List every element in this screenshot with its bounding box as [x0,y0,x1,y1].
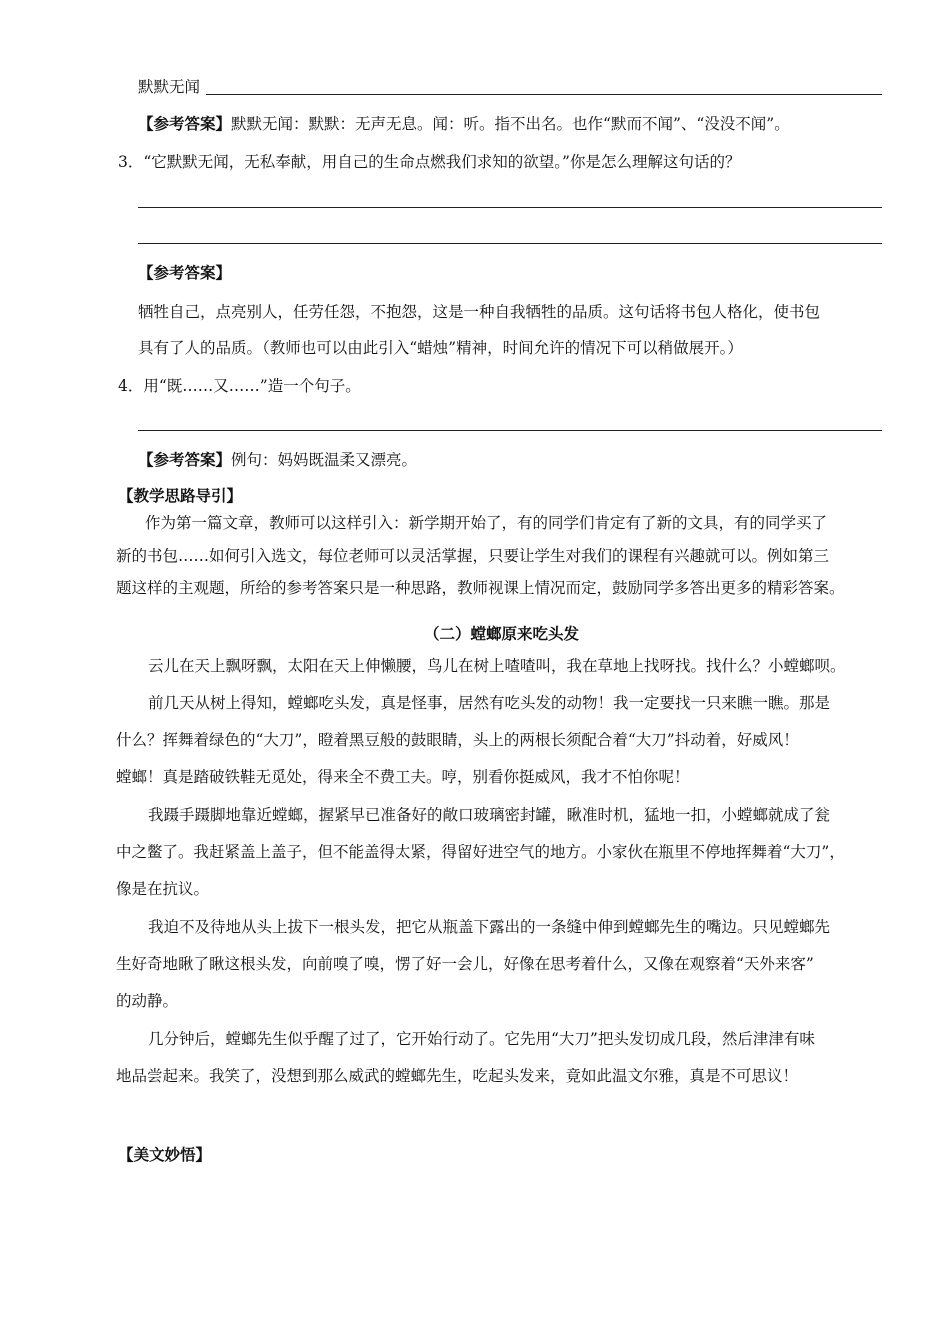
appreciation-heading: 【美文妙悟】 [118,1146,212,1164]
answer-text: 默默无闻：默默：无声无息。闻：听。指不出名。也作“默而不闻”、“没没不闻”。 [231,115,790,133]
story-paragraph: 我蹑手蹑脚地靠近螳螂，握紧早已准备好的敞口玻璃密封罐，瞅准时机，猛地一扣，小螳螂就成了瓮 [148,806,831,824]
story-paragraph: 几分钟后，螳螂先生似乎醒了过了，它开始行动了。它先用“大刀”把头发切成几段，然后津津有味 [148,1030,815,1048]
story-paragraph: 什么？挥舞着绿色的“大刀”，瞪着黑豆般的鼓眼睛，头上的两根长须配合着“大刀”抖动着，好威风！ [116,731,799,749]
story-paragraph: 中之鳖了。我赶紧盖上盖子，但不能盖得太紧，得留好进空气的地方。小家伙在瓶里不停地挥舞着“大刀”， [116,843,845,861]
story-paragraph: 我迫不及待地从头上拔下一根头发，把它从瓶盖下露出的一条缝中伸到螳螂先生的嘴边。只见螳螂先 [148,918,831,936]
guide-paragraph: 新的书包……如何引入选文，每位老师可以灵活掌握，只要让学生对我们的课程有兴趣就可以。例如第三 [116,547,830,565]
guide-paragraph: 作为第一篇文章，教师可以这样引入：新学期开始了，有的同学们肯定有了新的文具，有的同学买了 [145,514,828,532]
story-paragraph: 生好奇地瞅了瞅这根头发，向前嗅了嗅，愣了好一会儿，好像在思考着什么，又像在观察着“天外来客” [116,955,814,973]
answer-tag: 【参考答案】 [138,264,232,282]
q4-answer [138,453,417,469]
story-paragraph: 云儿在天上飘呀飘，太阳在天上伸懒腰，鸟儿在树上喳喳叫，我在草地上找呀找。找什么？小螳螂呗。 [148,657,846,675]
story-paragraph: 像是在抗议。 [116,880,210,898]
answer-tag: 【参考答案】 [138,451,232,469]
answer-text: 具有了人的品质。（教师也可以由此引入“蜡烛”精神，时间允许的情况下可以稍做展开。） [138,339,743,357]
story-paragraph: 螳螂！真是踏破铁鞋无觅处，得来全不费工夫。哼，别看你挺威风，我才不怕你呢！ [116,768,690,786]
answer-blank-line [138,207,882,208]
guide-heading: 【教学思路导引】 [118,487,243,505]
story-paragraph: 的动静。 [116,992,179,1010]
story-paragraph: 地品尝起来。我笑了，没想到那么威武的螳螂先生，吃起头发来，竟如此温文尔雅，真是不可思议！ [116,1067,799,1085]
answer-blank-line [206,94,882,95]
answer-text: 例句：妈妈既温柔又漂亮。 [231,451,418,469]
question-3: 3．“它默默无闻，无私奉献，用自己的生命点燃我们求知的欲望。”你是怎么理解这句话的？ [118,153,741,171]
answer-tag: 【参考答案】 [138,115,232,133]
guide-paragraph: 题这样的主观题，所给的参考答案只是一种思路，教师视课上情况而定，鼓励同学多答出更多的精彩答案。 [116,579,845,597]
answer-text: 牺牲自己，点亮别人，任劳任怨，不抱怨，这是一种自我牺牲的品质。这句话将书包人格化，使书包 [138,303,821,321]
q2-answer [138,117,790,133]
q2-word: 默默无闻 [138,78,201,96]
story-paragraph: 前几天从树上得知，螳螂吃头发，真是怪事，居然有吃头发的动物！我一定要找一只来瞧一瞧。那是 [148,694,831,712]
answer-blank-line [138,430,882,431]
answer-blank-line [138,243,882,244]
story-title: （二）螳螂原来吃头发 [424,625,580,643]
question-4: 4．用“既……又……”造一个句子。 [118,377,361,395]
